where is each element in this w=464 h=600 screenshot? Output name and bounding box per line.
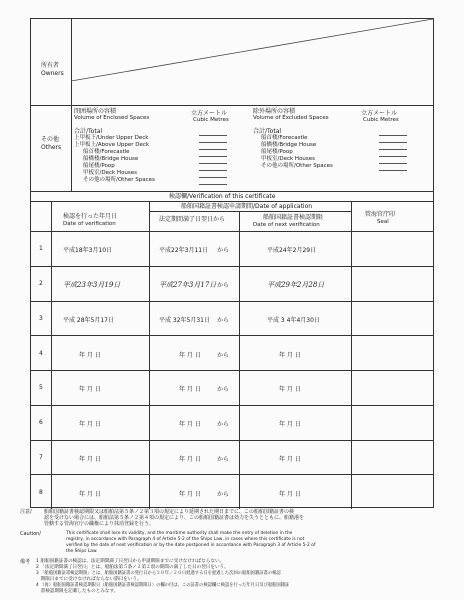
note-chui-label: 注意/: [20, 509, 32, 515]
col-period-jp: 法定期間満了日翌日から: [159, 216, 226, 223]
verification-date: 平成23年3月19日: [63, 281, 121, 290]
col-date-en: Date of verification: [63, 221, 116, 227]
period-start-date: 年 月 日: [179, 455, 201, 463]
period-kara: から: [217, 386, 230, 394]
divider-owners: [31, 105, 433, 106]
next-verification-date: 平成24年2月29日: [267, 247, 317, 255]
value-blank: [199, 184, 227, 185]
row-divider: [31, 440, 433, 441]
col-divider-date: [149, 201, 150, 509]
value-blank: [199, 163, 227, 164]
excluded-item: 合計/Total: [253, 128, 282, 135]
row-number: 6: [39, 419, 43, 427]
next-verification-date: 平成29年2月28日: [267, 281, 325, 290]
period-start-date: 平成22年3月11日: [159, 247, 209, 255]
next-verification-date: 年 月 日: [279, 421, 301, 429]
enclosed-item: 上甲板上/Above Upper Deck: [74, 142, 150, 148]
excluded-item: 船首楼/Forecastle: [261, 135, 308, 141]
note-caution-line: This certificate shall lose its validity, and the maritime authority shall make the entry of deletion in the: [66, 531, 293, 536]
next-verification-date: 年 月 日: [279, 490, 301, 498]
verification-date: 年 月 日: [79, 386, 101, 394]
excluded-title-jp: 除外場所の容積: [253, 108, 296, 115]
note-biko-line: 書検認期限を記載したものとみなす。: [36, 589, 119, 594]
period-kara: から: [217, 316, 230, 324]
note-caution-line: verified by the date of next verification or by the date postponed in accordance with Paragraph 3 of Article 5-2 of: [66, 543, 316, 548]
col-next-jp: 船舶国籍証書検認期限: [263, 214, 324, 221]
excluded-title-en: Volume of Excluded Spaces: [253, 115, 329, 121]
owners-label-en: Owners: [41, 70, 64, 77]
value-blank: [379, 149, 407, 150]
others-col-divider: [71, 105, 72, 191]
excluded-item: その他の場所/Other Spaces: [261, 163, 333, 169]
enclosed-item: 甲板室/Deck Houses: [83, 170, 138, 176]
row-number: 1: [39, 245, 43, 253]
note-caution-label: Caution/: [20, 531, 41, 537]
note-chui-line: 管轄する管海官庁の職権により抹消登録を行う。: [44, 521, 155, 527]
row-number: 5: [39, 384, 43, 392]
verification-date: 年 月 日: [79, 455, 101, 463]
row-divider: [31, 266, 433, 267]
enclosed-unit-en: Cubic Metres: [193, 117, 229, 123]
period-kara: から: [217, 490, 230, 498]
note-chui-line: 船舶国籍証書検認期限又は船舶法第５条ノ２第３項の規定により延期された期日までに、この船舶国籍証書の検: [44, 509, 295, 515]
note-biko-label: 備考: [20, 559, 31, 565]
note-biko-line: 4 （再）船舶国籍証書検認期限日（船舶国籍証書検認期限日）の欄の付は、この証書の検認欄に検認を行った年月日及び船舶国籍証: [36, 583, 290, 588]
enclosed-item: 船首楼/Forecastle: [83, 149, 130, 155]
verification-title: 検認欄/Verification of this certificate: [169, 193, 276, 200]
verification-date: 平成18年3月10日: [63, 247, 113, 255]
col-seal-jp: 管海官庁印: [365, 211, 396, 218]
next-verification-date: 年 月 日: [279, 351, 301, 359]
verification-date: 年 月 日: [79, 421, 101, 429]
period-kara: から: [217, 421, 230, 429]
period-start-date: 平成 32年5月31日: [159, 316, 210, 324]
row-number: 8: [39, 488, 43, 496]
divider-app-title: [149, 211, 351, 212]
row-number: 3: [39, 314, 43, 322]
period-kara: から: [217, 351, 230, 359]
value-blank: [379, 163, 407, 164]
owners-label-jp: 所有者: [41, 62, 60, 69]
period-kara: から: [217, 455, 230, 463]
owners-cross-line: [71, 19, 433, 105]
excluded-item: 船尾楼/Poop: [261, 149, 293, 155]
value-blank: [199, 135, 227, 136]
col-next-en: Date of next verification: [253, 222, 320, 228]
value-blank: [199, 170, 227, 171]
divider-verif-title: [31, 201, 433, 202]
next-verification-date: 年 月 日: [279, 386, 301, 394]
value-blank: [199, 149, 227, 150]
value-blank: [379, 135, 407, 136]
enclosed-item: その他の場所/Other Spaces: [83, 177, 155, 183]
others-label-en: Others: [41, 144, 62, 151]
excluded-item: 船橋楼/Bridge House: [261, 142, 317, 148]
divider-verif-header: [31, 231, 433, 232]
row-number: 7: [39, 453, 43, 461]
note-caution-line: registry, in accordance with Paragraph 4 of Article 5-2 of the Ships Law, in cases where this certificate is not: [66, 537, 305, 542]
enclosed-item: 船尾楼/Poop: [83, 163, 115, 169]
enclosed-title-en: Volume of Enclosed Spaces: [74, 115, 150, 121]
period-start-date: 年 月 日: [179, 386, 201, 394]
note-biko-line: 1 船舶国籍証書の検認は、法定期間満了日翌日から申請期限までに受けなければならない。: [36, 559, 225, 564]
next-verification-date: 平成 3 4年4月30日: [267, 316, 320, 324]
row-divider: [31, 301, 433, 302]
value-blank: [199, 177, 227, 178]
others-label-jp: その他: [41, 136, 60, 143]
verification-date: 平成 28年5月17日: [63, 316, 114, 324]
certificate-frame: [30, 18, 434, 508]
col-divider-period: [239, 211, 240, 509]
period-start-date: 年 月 日: [179, 351, 201, 359]
row-divider: [31, 335, 433, 336]
excluded-item: 甲板室/Deck Houses: [261, 156, 316, 162]
row-number: 2: [39, 280, 43, 288]
enclosed-title-jp: 閉囲場所の容積: [74, 108, 117, 115]
period-kara: から: [217, 282, 230, 290]
note-biko-line: 期限日までに受けなければならない期日をいう。: [36, 577, 142, 582]
value-blank: [379, 156, 407, 157]
note-caution-line: the Ships Law.: [66, 549, 98, 554]
verification-date: 年 月 日: [79, 490, 101, 498]
col-seal-en: Seal: [377, 219, 389, 225]
value-blank: [199, 156, 227, 157]
excluded-unit-jp: 立方メートル: [361, 110, 398, 117]
note-biko-line: 3 「船舶国籍証書検認期限」とは、船舶国籍証書の発行日から３０年／２０日経過する日を経過した次回の船舶国籍証書の検認: [36, 571, 281, 576]
row-divider: [31, 474, 433, 475]
divider-others: [31, 191, 433, 192]
excluded-unit-en: Cubic Metres: [363, 117, 399, 123]
row-number: 4: [39, 349, 43, 357]
note-chui-line: 認を受けない場合には、船舶法第５条ノ２第４項の規定により、この船舶国籍証書は効力を失うとともに、船籍港を: [44, 515, 305, 521]
enclosed-item: 合計/Total: [74, 128, 103, 135]
row-divider: [31, 405, 433, 406]
application-title: 船舶国籍証書検認申請期間/Date of application: [181, 203, 313, 210]
value-blank: [379, 142, 407, 143]
col-divider-no: [51, 201, 52, 509]
period-start-date: 平成27年3月17日: [159, 281, 217, 290]
enclosed-item: 船橋楼/Bridge House: [83, 156, 139, 162]
value-blank: [379, 170, 407, 171]
next-verification-date: 年 月 日: [279, 455, 301, 463]
period-start-date: 年 月 日: [179, 490, 201, 498]
enclosed-item: 上甲板下/Under Upper Deck: [74, 135, 149, 141]
col-date-jp: 検認を行った年月日: [63, 213, 118, 220]
note-biko-line: 2 「法定期間満了日翌日」とは、船舶法第５条ノ２第２項の期間の満了した日の翌日をいう。: [36, 565, 229, 570]
period-kara: から: [217, 247, 230, 255]
verification-date: 年 月 日: [79, 351, 101, 359]
value-blank: [199, 142, 227, 143]
enclosed-unit-jp: 立方メートル: [191, 110, 228, 117]
period-start-date: 年 月 日: [179, 421, 201, 429]
col-divider-next: [351, 201, 352, 509]
row-divider: [31, 370, 433, 371]
